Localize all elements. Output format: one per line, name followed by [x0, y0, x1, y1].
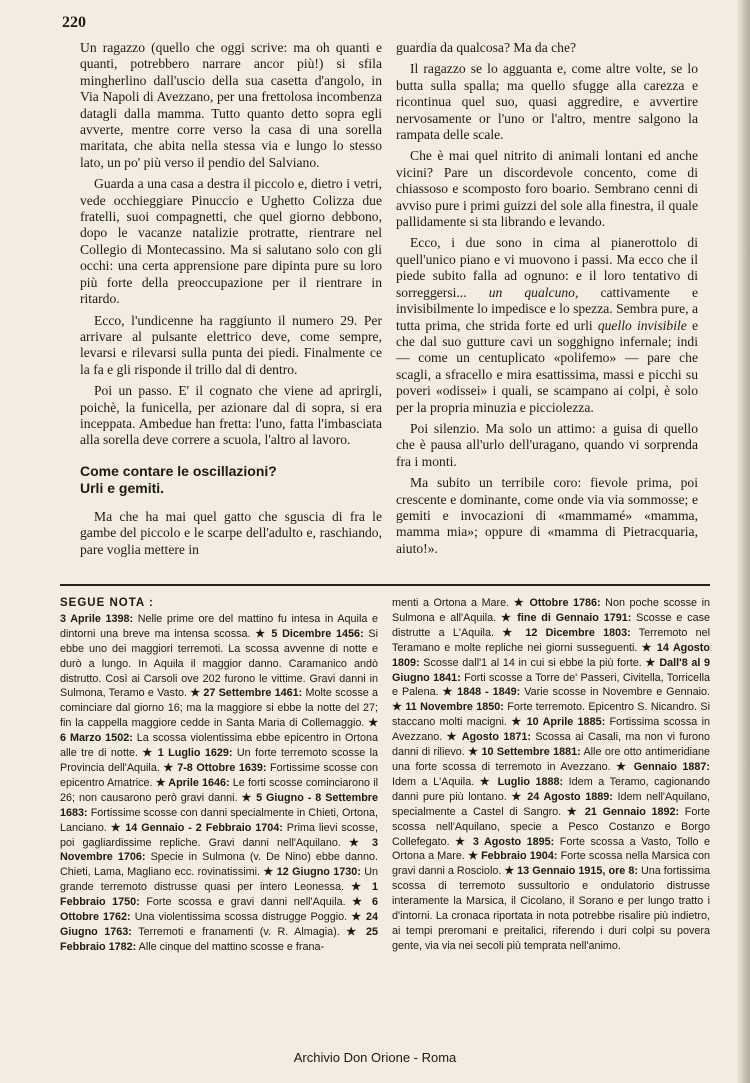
- italic-text: quello invisibile: [597, 317, 687, 333]
- footnote-entry-text: Una violentissima scossa distrugge Poggio.: [130, 911, 348, 924]
- footnote-date: 7-8 Ottobre 1639:: [177, 761, 267, 774]
- paragraph: Ecco, l'undicenne ha raggiunto il numero 29. Per arrivare al pulsante elettrico deve, come sempre, levarsi e rilevarsi sulla punta dei piedi. Finalmente ce la fa e gli risponde il trillo dal di dentro.: [80, 312, 382, 377]
- footnote-date: 5 Giugno - 8 Settembre 1683:: [60, 791, 378, 819]
- star-separator: ★: [339, 925, 366, 938]
- star-separator: ★: [345, 896, 372, 909]
- footnote-date: 25 Febbraio 1782:: [60, 925, 378, 953]
- footnote-divider: [60, 584, 710, 586]
- footnote-entry-text: Terremoto nel Teramano e molte repliche nei giorni susseguenti.: [392, 626, 710, 654]
- footnote-entry-text: menti a Ortona a Mare.: [392, 597, 510, 609]
- footnote-entry-text: Forte scossa nell'Aquilano, specie a Pesco Costanzo e Borgo Collefegato.: [392, 805, 710, 848]
- footnote-date: 10 Aprile 1885:: [526, 716, 606, 729]
- footnote-text: [60, 596, 378, 955]
- footnote-date: 21 Gennaio 1892:: [584, 805, 680, 818]
- paragraph: Poi silenzio. Ma solo un attimo: a guisa di quello che è pausa all'urlo dell'uragano, quando vi sorprenda fra i monti.: [396, 420, 698, 469]
- footnote-date: 24 Giugno 1763:: [60, 911, 378, 938]
- star-separator: ★: [637, 641, 657, 654]
- star-separator: ★: [340, 836, 372, 849]
- footnote-entry-text: Un forte terremoto scosse la Provincia dell'Aquila.: [60, 747, 378, 774]
- star-separator: ★: [496, 611, 518, 624]
- footnote-entry-text: La scossa violentissima ebbe epicentro in Ortona alle tre di notte.: [60, 732, 378, 760]
- footnote-left-column: [60, 596, 378, 955]
- footnote-entry-text: Si ebbe uno dei maggiori terremoti. La scossa avvenne di notte e durò a lungo. In Aquila il maggior danno. Caramanico andò distrutto. Così ai Carsoli ove 202 furono le vittime. Gravi danni in Sulmona, Teramo e Vasto.: [60, 627, 379, 700]
- text-run: e che dal suo gutture cavi un sogghigno infernale; indi — come un centuplicato «polifemo» — pare che scagli, a sfracello e mira esattissima, massi e picchi su poveri «odissei» i quali, se scampano ai colpi, è solo per la propria minuzia e picciolezza.: [396, 317, 698, 415]
- footnote-entry-text: Una fortissima scossa di terremoto sussultorio e ondulatorio distrusse interamente la Marsica, il Cicolano, il Sorano e per lungo tratto i d'intorni. La cronaca riportata in nota potrebbe risalire più indietro, ai tempi preromani e preitalici, riferendo i duri colpi su povera gente, via via nei secoli più temprata nell'animo.: [392, 865, 710, 952]
- page-number: 220: [62, 14, 86, 31]
- footnote-date: 14 Agosto 1809:: [392, 641, 710, 669]
- paragraph: Poi un passo. E' il cognato che viene ad aprirgli, poichè, la funicella, per azionare dal di sopra, si era inceppata. Ambedue han fretta: l'uno, fatta l'imbasciata alla sorella deve correre a scuola, l'altro al lavoro.: [80, 383, 382, 448]
- footnote-date: 6 Ottobre 1762:: [60, 896, 378, 924]
- footnote-entry-text: Fortissima scossa in Avezzano.: [392, 716, 711, 744]
- footnote-entry-text: Idem a L'Aquila.: [392, 775, 475, 788]
- star-separator: ★: [464, 850, 482, 863]
- star-separator: ★: [610, 760, 634, 773]
- star-separator: ★: [493, 626, 526, 639]
- footnote-date: 10 Settembre 1881:: [481, 746, 581, 759]
- star-separator: ★: [250, 627, 272, 640]
- footnote-entry-text: Alle cinque del mattino scosse e frana-: [136, 940, 325, 953]
- footnote-entry-text: Idem a Teramo, cagionando danni pure più lontano.: [392, 775, 710, 803]
- star-separator: ★: [159, 761, 178, 774]
- footnote-date: 12 Giugno 1730:: [276, 866, 361, 879]
- footnote-entry-text: Molte scosse a cominciare dal giorno 16; ma la maggiore si ebbe la notte del 27; fin la cappella maggiore cedde in Santa Maria di Collemaggio.: [60, 687, 378, 730]
- footnote-date: Aprile 1646:: [168, 776, 230, 789]
- footnote-entry-text: Le forti scosse cominciarono il 26; non causarono però gravi danni.: [60, 776, 378, 804]
- paragraph: Che è mai quel nitrito di animali lontani ed anche vicini? Pare un discordevole concento, come di chiassoso e scomposto foro boario. Sembrano cenni di avviso pure i primi guizzi del sole alla finestra, il quale pallidamente si sta librando e levando.: [396, 148, 698, 230]
- footnote-date: Ottobre 1786:: [529, 597, 601, 609]
- main-text-right-column: [396, 40, 698, 562]
- footnote-date: 5 Dicembre 1456:: [271, 627, 364, 640]
- footnote-entry-text: Fortissime scosse con danni specialmente in Chieti, Ortona, Lanciano.: [60, 806, 378, 834]
- star-separator: ★: [438, 686, 458, 699]
- footnote-date: Gennaio 1887:: [633, 760, 710, 773]
- footnote-entry-text: Idem nell'Aquilano, specialmente a Castel di Sangro.: [392, 790, 710, 818]
- footnote-entry-text: Varie scosse in Novembre e Gennaio.: [520, 686, 710, 699]
- footnote-entry-text: Non poche scosse in Sulmona e all'Aquila.: [392, 597, 710, 624]
- star-separator: ★: [343, 881, 372, 894]
- star-separator: ★: [509, 597, 530, 609]
- footnote-date: 1 Luglio 1629:: [157, 747, 233, 760]
- paragraph: guardia da qualcosa? Ma da che?: [396, 40, 577, 55]
- star-separator: ★: [364, 717, 378, 730]
- footnote-date: 12 Dicembre 1803:: [525, 626, 631, 639]
- footnote-entry-text: Scossa ai Casali, ma non vi furono danni di rilievo.: [392, 731, 711, 759]
- footnote-date: 3 Aprile 1398:: [60, 612, 134, 625]
- footnote-date: 6 Marzo 1502:: [60, 732, 133, 745]
- footnote-date: Febbraio 1904:: [481, 850, 558, 863]
- footnote-date: Dall'8 al 9 Giugno 1841:: [392, 656, 710, 684]
- text-run: , cattivamente e invisibilmente lo impedisce e lo spezza. Sembra pure, a tutta prima, che strida forte ed urli: [396, 284, 699, 333]
- footnote-entry-text: Un grande terremoto distrusse quasi per intero Leonessa.: [60, 866, 379, 894]
- section-heading: [80, 463, 382, 497]
- star-separator: ★: [260, 866, 277, 879]
- page-edge-shadow: [736, 0, 750, 1083]
- star-separator: ★: [501, 865, 518, 878]
- footnote-date: 14 Gennaio - 2 Febbraio 1704:: [125, 821, 283, 834]
- paragraph: Il ragazzo se lo agguanta e, come altre volte, se lo butta sulla spalla; ma quello sfugge alla carezza e ricontinua quel suo, quasi aggredire, e avvertire nervosamente or l'uno or l'altro, mentre salgono la rampata delle scale.: [396, 61, 698, 143]
- star-separator: ★: [561, 805, 585, 818]
- paragraph: [396, 235, 698, 415]
- footnote-heading: SEGUE NOTA :: [60, 597, 154, 609]
- star-separator: ★: [152, 776, 169, 789]
- footnote-entry-text: Prima lievi scosse, poi gagliardissime repliche. Gravi danni nell'Aquilano.: [60, 821, 378, 849]
- footnote-date: Luglio 1888:: [497, 775, 564, 788]
- footnote-entry-text: Fortissime scosse con epicentro Amatrice.: [60, 761, 378, 789]
- footnote-entry-text: Terremoti e franamenti (v. R. Almagia).: [131, 925, 340, 938]
- footnote-date: Agosto 1871:: [461, 731, 531, 744]
- text-run: Ecco, i due sono in cima al pianerottolo di quell'unico piano e vi muovono i passi. Ma ecco che il piede subito falla ad ognuno: e il loro tentativo di sorreggersi...: [396, 235, 698, 300]
- italic-text: un qualcuno: [488, 284, 575, 300]
- footnote-entry-text: Specie in Sulmona (v. De Nino) ebbe danno. Chieti, Lama, Magliano ecc. rovinatissimi.: [60, 851, 378, 879]
- paragraph: Guarda a una casa a destra il piccolo e, dietro i vetri, vede occhieggiare Pinuccio e Ughetto Colizza due fratelli, suoi compagnetti, che quel giorno debbono, dopo le vacanze natalizie protratte, rientrare nel Collegio di Montecassino. Ma si salutano solo con gli occhi: una certa apprensione pare dipinta pure su loro più forte della preoccupazione per il rientrare in ritardo.: [80, 176, 382, 307]
- star-separator: ★: [186, 687, 204, 700]
- footnote-date: 13 Gennaio 1915, ore 8:: [517, 865, 638, 878]
- footnote-entry-text: Scosse e case distrutte a L'Aquila.: [392, 611, 710, 639]
- star-separator: ★: [641, 656, 660, 669]
- paragraph: Ma subito un terribile coro: fievole prima, poi crescente e dominante, come onde via via sommosse; e gemiti e invocazioni di «mammamé» «mamma, mamma mia»; oppure di «mamma di Pietracquaria, aiuto!».: [396, 475, 698, 556]
- archive-footer: Archivio Don Orione - Roma: [293, 1050, 457, 1065]
- star-separator: ★: [392, 701, 406, 714]
- footnote-date: 11 Novembre 1850:: [405, 701, 504, 714]
- star-separator: ★: [106, 821, 126, 834]
- footnote-date: 3 Novembre 1706:: [60, 836, 378, 864]
- footnote-entry-text: Forte scossa a Vasto, Tollo e Ortona a Mare.: [392, 835, 710, 863]
- star-separator: ★: [506, 790, 528, 803]
- footnote-date: 3 Agosto 1895:: [472, 835, 555, 848]
- footnote-date: 24 Agosto 1889:: [527, 790, 613, 803]
- star-separator: ★: [506, 716, 527, 729]
- star-separator: ★: [464, 746, 482, 759]
- footnote-entry-text: Nelle prime ore del mattino fu intesa in Aquila e dintorni una breve ma intensa scossa.: [60, 612, 378, 640]
- section-heading-line: Come contare le oscillazioni?: [80, 462, 277, 479]
- star-separator: ★: [237, 791, 257, 804]
- paragraph: Ma che ha mai quel gatto che sguscia di fra le gambe del piccolo e le scarpe dell'adulto e, raschiando, pare voglia mettere in: [80, 508, 382, 557]
- footnote-date: 27 Settembre 1461:: [203, 687, 303, 700]
- star-separator: ★: [474, 775, 498, 788]
- footnote-right-column: [392, 596, 710, 954]
- footnote-date: 1848 - 1849:: [457, 686, 521, 699]
- star-separator: ★: [137, 747, 158, 760]
- main-text-left-column: [80, 40, 382, 563]
- footnote-entry-text: Forte scossa nella Marsica con gravi danni a Rosciolo.: [392, 850, 710, 878]
- footnote-entry-text: Alle ore otto antimeridiane una forte scossa di terremoto in Avezzano.: [392, 746, 710, 773]
- footnote-entry-text: Forte terremoto. Epicentro S. Nicandro. Si staccano molti macigni.: [392, 701, 710, 729]
- star-separator: ★: [449, 835, 473, 848]
- footnote-date: 1 Febbraio 1750:: [60, 881, 378, 909]
- footnote-entry-text: Forti scosse a Torre de' Passeri, Civitella, Torricella e Palena.: [392, 671, 710, 699]
- paragraph: Un ragazzo (quello che oggi scrive: ma oh quanti e quanti, potrebbero narrare ancor più!) si sfila mingherlino dall'uscio della sua casetta d'angolo, in Via Napoli di Avezzano, per una frettolosa incombenza datagli dalla mamma. Tutto quanto detto sopra egli avverte, mentre corre verso la casa di una sorella maritata, che abita nella stessa via e lungo lo stesso lato, un po' più verso il pendio del Salviano.: [80, 40, 382, 170]
- section-heading-line: Urli e gemiti.: [80, 479, 165, 496]
- footnote-entry-text: Forte scossa e gravi danni nell'Aquila.: [139, 896, 346, 909]
- star-separator: ★: [442, 731, 462, 744]
- footnote-entry-text: Scosse dall'1 al 14 in cui si ebbe la più forte.: [419, 656, 642, 669]
- footnote-date: fine di Gennaio 1791:: [517, 611, 632, 624]
- footnote-text: [392, 596, 710, 954]
- star-separator: ★: [347, 911, 366, 924]
